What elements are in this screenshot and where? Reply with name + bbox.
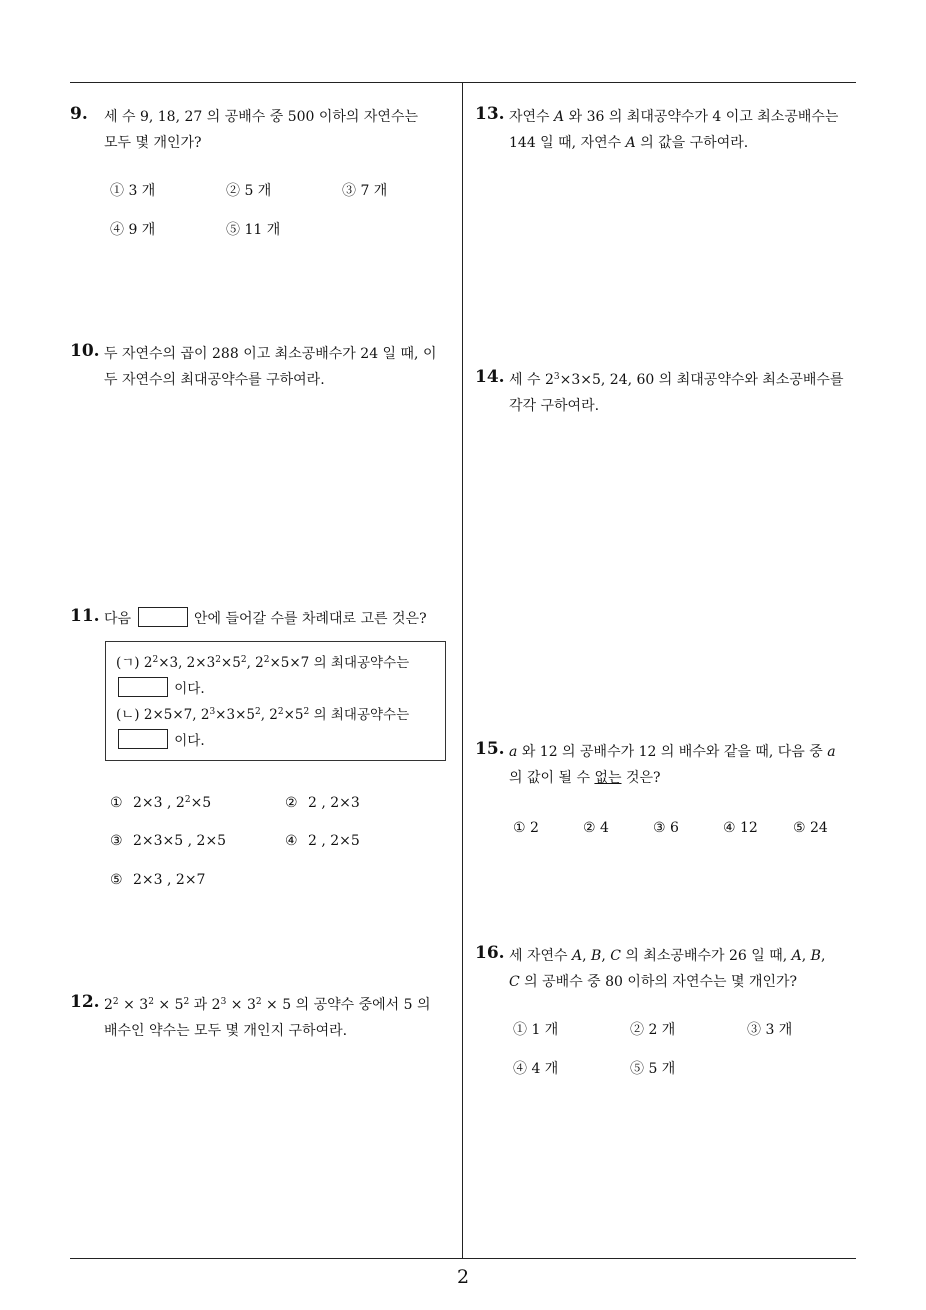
option-1[interactable]: ① 1 개 [513, 1022, 559, 1038]
question-number: 12. [70, 992, 100, 1012]
option-2[interactable]: ② 2 개 [630, 1022, 676, 1038]
top-rule [70, 82, 856, 83]
question-number: 14. [475, 367, 505, 387]
underlined-text: 없는 [594, 770, 622, 786]
blank-box [118, 677, 168, 697]
text: 자연수 [509, 109, 550, 125]
question-line: 두 자연수의 최대공약수를 구하여라. [104, 372, 325, 388]
option-5[interactable]: ⑤ 24 [793, 820, 828, 836]
question-number: 15. [475, 739, 505, 759]
option-5[interactable]: ⑤ 11 개 [226, 222, 281, 238]
question-line: 두 자연수의 곱이 288 이고 최소공배수가 24 일 때, 이 [104, 346, 437, 362]
option-4[interactable]: ④ 4 개 [513, 1061, 559, 1077]
option-3[interactable]: ③ 7 개 [342, 183, 388, 199]
question-number: 11. [70, 606, 100, 626]
text: 와 36 의 최대공약수가 4 이고 최소공배수는 [568, 109, 839, 125]
option-3[interactable]: ③ 6 [653, 820, 679, 836]
question-text [104, 341, 436, 393]
text: 의 값이 될 수 [509, 770, 590, 786]
question-line: 세 수 9, 18, 27 의 공배수 중 500 이하의 자연수는 [104, 109, 418, 125]
item-text: 이다. [174, 733, 205, 749]
text: 144 일 때, 자연수 [509, 135, 622, 151]
column-divider [462, 82, 463, 1259]
option-4[interactable]: ④ 9 개 [110, 222, 156, 238]
option-4[interactable]: ④ 12 [723, 820, 758, 836]
math-expression: $2^2\times 3$, $2\times 3^2\times 5^2$, $2^2\times 5\times 7$ [143, 655, 310, 671]
option-4[interactable]: ④ 2 , 2×5 [285, 833, 360, 849]
math-expression: 2×5×7, $2^3\times 3\times 5^2$, $2^2\times 5^2$ [143, 707, 310, 723]
question-text: 과 [193, 997, 208, 1013]
option-5[interactable]: ⑤ 2×3 , 2×7 [110, 872, 206, 888]
question-text [104, 606, 427, 632]
question-line: 각각 구하여라. [509, 398, 600, 414]
item-label: (ㄱ) [116, 655, 140, 671]
question-number: 13. [475, 104, 505, 124]
text: 의 공배수 중 80 이하의 자연수는 몇 개인가? [524, 974, 798, 990]
blank-box [138, 607, 188, 627]
question-text-post: 안에 들어갈 수를 차례대로 고른 것은? [193, 611, 427, 627]
page-number: 2 [456, 1266, 470, 1288]
question-line: 배수인 약수는 모두 몇 개인지 구하여라. [104, 1023, 348, 1039]
question-text-pre: 다음 [104, 611, 132, 627]
question-number: 10. [70, 341, 100, 361]
text: 것은? [625, 770, 661, 786]
variable: a [827, 744, 836, 760]
option-1[interactable]: ① 2×3 , $2^2\times 5$ [110, 795, 212, 811]
item-label: (ㄴ) [116, 707, 140, 723]
question-line: 모두 몇 개인가? [104, 135, 202, 151]
question-text: 의 공약수 중에서 5 의 [295, 997, 431, 1013]
question-text [104, 104, 418, 156]
text: , 24, 60 의 최대공약수와 최소공배수를 [600, 372, 844, 388]
text: 세 수 [509, 372, 541, 388]
variable: a [509, 744, 518, 760]
variable: A [572, 948, 583, 964]
math-expression: $2^3\times 3\times 5$ [544, 372, 601, 388]
variable: A [625, 135, 636, 151]
bottom-rule [70, 1258, 856, 1259]
variable: C [509, 974, 520, 990]
variable: B [810, 948, 821, 964]
option-3[interactable]: ③ 3 개 [747, 1022, 793, 1038]
text: 와 12 의 공배수가 12 의 배수와 같을 때, 다음 중 [521, 744, 823, 760]
question-text: 세 자연수 A, B, C 의 최소공배수가 26 일 때, A, B, C 의 공배수 중 80 이하의 자연수는 몇 개인가? [509, 948, 826, 990]
option-2[interactable]: ② 2 , 2×3 [285, 795, 360, 811]
variable: C [610, 948, 621, 964]
text: 의 값을 구하여라. [640, 135, 749, 151]
text: 세 자연수 [509, 948, 568, 964]
variable: A [791, 948, 802, 964]
option-2[interactable]: ② 4 [583, 820, 609, 836]
question-number: 16. [475, 943, 505, 963]
item-text: 의 최대공약수는 [313, 655, 410, 671]
option-2[interactable]: ② 5 개 [226, 183, 272, 199]
condition-box [105, 641, 446, 761]
question-number: 9. [70, 104, 88, 124]
item-text: 이다. [174, 681, 205, 697]
question-text [104, 992, 431, 1044]
question-text [509, 367, 843, 419]
option-5[interactable]: ⑤ 5 개 [630, 1061, 676, 1077]
option-3[interactable]: ③ 2×3×5 , 2×5 [110, 833, 227, 849]
math-expression: $2^3 \times 3^2 \times 5$ [211, 997, 292, 1013]
blank-box [118, 729, 168, 749]
option-1[interactable]: ① 3 개 [110, 183, 156, 199]
question-text [509, 104, 838, 156]
item-text: 의 최대공약수는 [313, 707, 410, 723]
math-expression: $2^2 \times 3^2 \times 5^2$ [104, 997, 190, 1013]
option-1[interactable]: ① 2 [513, 820, 539, 836]
text: 의 최소공배수가 26 일 때, [625, 948, 788, 964]
variable: B [591, 948, 602, 964]
question-text [509, 739, 836, 791]
variable: A [554, 109, 565, 125]
